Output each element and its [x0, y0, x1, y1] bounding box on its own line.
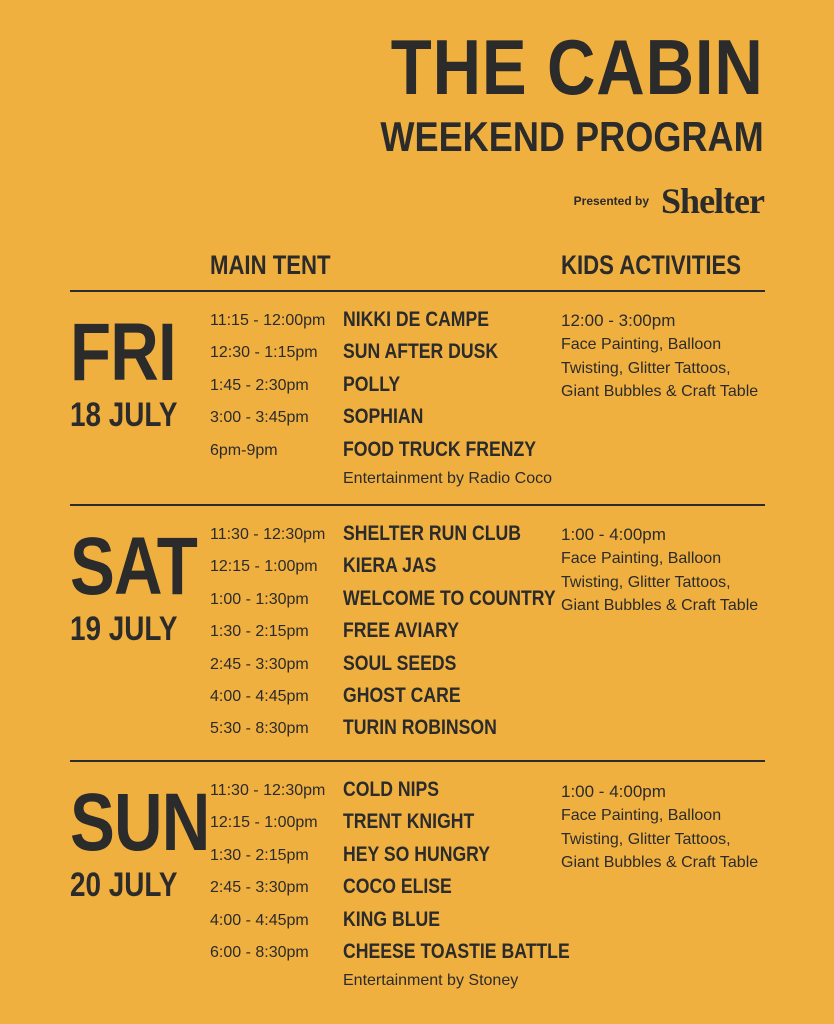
- event-act: SOPHIAN: [343, 405, 424, 429]
- divider: [70, 290, 765, 292]
- event-act: TURIN ROBINSON: [343, 716, 497, 740]
- schedule-row: [210, 939, 570, 989]
- event-act: SOUL SEEDS: [343, 651, 457, 675]
- schedule-row: [210, 522, 560, 554]
- kids-time: 12:00 - 3:00pm: [561, 311, 676, 330]
- schedule-row: [210, 587, 560, 619]
- event-act: KING BLUE: [343, 907, 441, 931]
- event-time: 6pm-9pm: [210, 441, 278, 459]
- main-tent-schedule-sun: [210, 778, 570, 989]
- page-title: THE CABIN: [391, 23, 764, 111]
- page-title-block: [318, 23, 764, 160]
- schedule-row: [210, 340, 560, 372]
- event-act: GHOST CARE: [343, 683, 461, 707]
- day-date: 19 JULY: [70, 610, 178, 648]
- schedule-row: [210, 684, 560, 716]
- kids-activities-fri: [561, 309, 771, 404]
- schedule-row: [210, 875, 560, 907]
- event-act: TRENT KNIGHT: [343, 810, 475, 834]
- event-act: SHELTER RUN CLUB: [343, 522, 522, 545]
- kids-activities-heading: KIDS ACTIVITIES: [561, 250, 742, 280]
- event-subtitle: Entertainment by Radio Coco: [343, 469, 552, 487]
- kids-description: Face Painting, Balloon Twisting, Glitter Tattoos, Giant Bubbles & Craft Table: [561, 550, 759, 614]
- schedule-row: [210, 619, 560, 651]
- event-time: 12:30 - 1:15pm: [210, 344, 318, 362]
- schedule-row: [210, 908, 560, 940]
- day-label-sat: [70, 521, 225, 648]
- day-name: SUN: [70, 777, 210, 868]
- page-subtitle: WEEKEND PROGRAM: [380, 113, 764, 160]
- day-date: 20 JULY: [70, 866, 178, 904]
- day-name: SAT: [70, 521, 198, 612]
- main-tent-schedule-sat: [210, 522, 560, 749]
- kids-time: 1:00 - 4:00pm: [561, 782, 666, 801]
- event-act: WELCOME TO COUNTRY: [343, 586, 556, 610]
- schedule-row: [210, 716, 560, 748]
- schedule-row: [210, 405, 560, 437]
- event-act: CHEESE TOASTIE BATTLE: [343, 939, 570, 963]
- kids-description: Face Painting, Balloon Twisting, Glitter Tattoos, Giant Bubbles & Craft Table: [561, 807, 759, 871]
- event-time: 11:30 - 12:30pm: [210, 782, 326, 799]
- event-act: KIERA JAS: [343, 554, 437, 578]
- kids-activities-sat: [561, 523, 771, 618]
- event-act: FOOD TRUCK FRENZY: [343, 437, 537, 461]
- day-date: 18 JULY: [70, 396, 178, 434]
- kids-activities-sun: [561, 780, 771, 875]
- kids-description: Face Painting, Balloon Twisting, Glitter Tattoos, Giant Bubbles & Craft Table: [561, 336, 759, 400]
- event-act: SUN AFTER DUSK: [343, 340, 499, 364]
- day-label-fri: [70, 307, 201, 434]
- event-time: 11:15 - 12:00pm: [210, 312, 326, 329]
- event-time: 12:15 - 1:00pm: [210, 814, 318, 832]
- event-act: COCO ELISE: [343, 875, 452, 899]
- schedule-row: [210, 554, 560, 586]
- kids-time: 1:00 - 4:00pm: [561, 525, 666, 544]
- event-subtitle: Entertainment by Stoney: [343, 971, 519, 989]
- event-time: 3:00 - 3:45pm: [210, 409, 309, 427]
- schedule-row: [210, 437, 560, 487]
- main-tent-heading: MAIN TENT: [210, 250, 331, 280]
- event-act: NIKKI DE CAMPE: [343, 308, 490, 331]
- schedule-row: [210, 843, 560, 875]
- event-time: 12:15 - 1:00pm: [210, 558, 318, 576]
- event-time: 1:00 - 1:30pm: [210, 590, 309, 608]
- schedule-row: [210, 652, 560, 684]
- event-time: 1:30 - 2:15pm: [210, 623, 309, 641]
- event-time: 2:45 - 3:30pm: [210, 655, 309, 673]
- event-time: 11:30 - 12:30pm: [210, 526, 326, 543]
- event-act: COLD NIPS: [343, 778, 440, 801]
- schedule-row: [210, 810, 560, 842]
- schedule-row: [210, 778, 560, 810]
- event-time: 4:00 - 4:45pm: [210, 687, 309, 705]
- event-time: 6:00 - 8:30pm: [210, 943, 309, 961]
- event-time: 1:30 - 2:15pm: [210, 846, 309, 864]
- main-tent-schedule-fri: [210, 308, 560, 487]
- day-name: FRI: [70, 307, 176, 398]
- sponsor-logo: Shelter: [661, 181, 764, 221]
- schedule-row: [210, 373, 560, 405]
- event-act: FREE AVIARY: [343, 619, 459, 643]
- divider: [70, 504, 765, 506]
- event-time: 5:30 - 8:30pm: [210, 720, 309, 738]
- presented-by: [574, 180, 764, 222]
- event-act: POLLY: [343, 372, 401, 396]
- event-act: HEY SO HUNGRY: [343, 842, 491, 866]
- event-time: 1:45 - 2:30pm: [210, 376, 309, 394]
- schedule-row: [210, 308, 560, 340]
- event-time: 2:45 - 3:30pm: [210, 879, 309, 897]
- event-time: 4:00 - 4:45pm: [210, 911, 309, 929]
- presented-by-label: Presented by: [573, 194, 650, 208]
- divider: [70, 760, 765, 762]
